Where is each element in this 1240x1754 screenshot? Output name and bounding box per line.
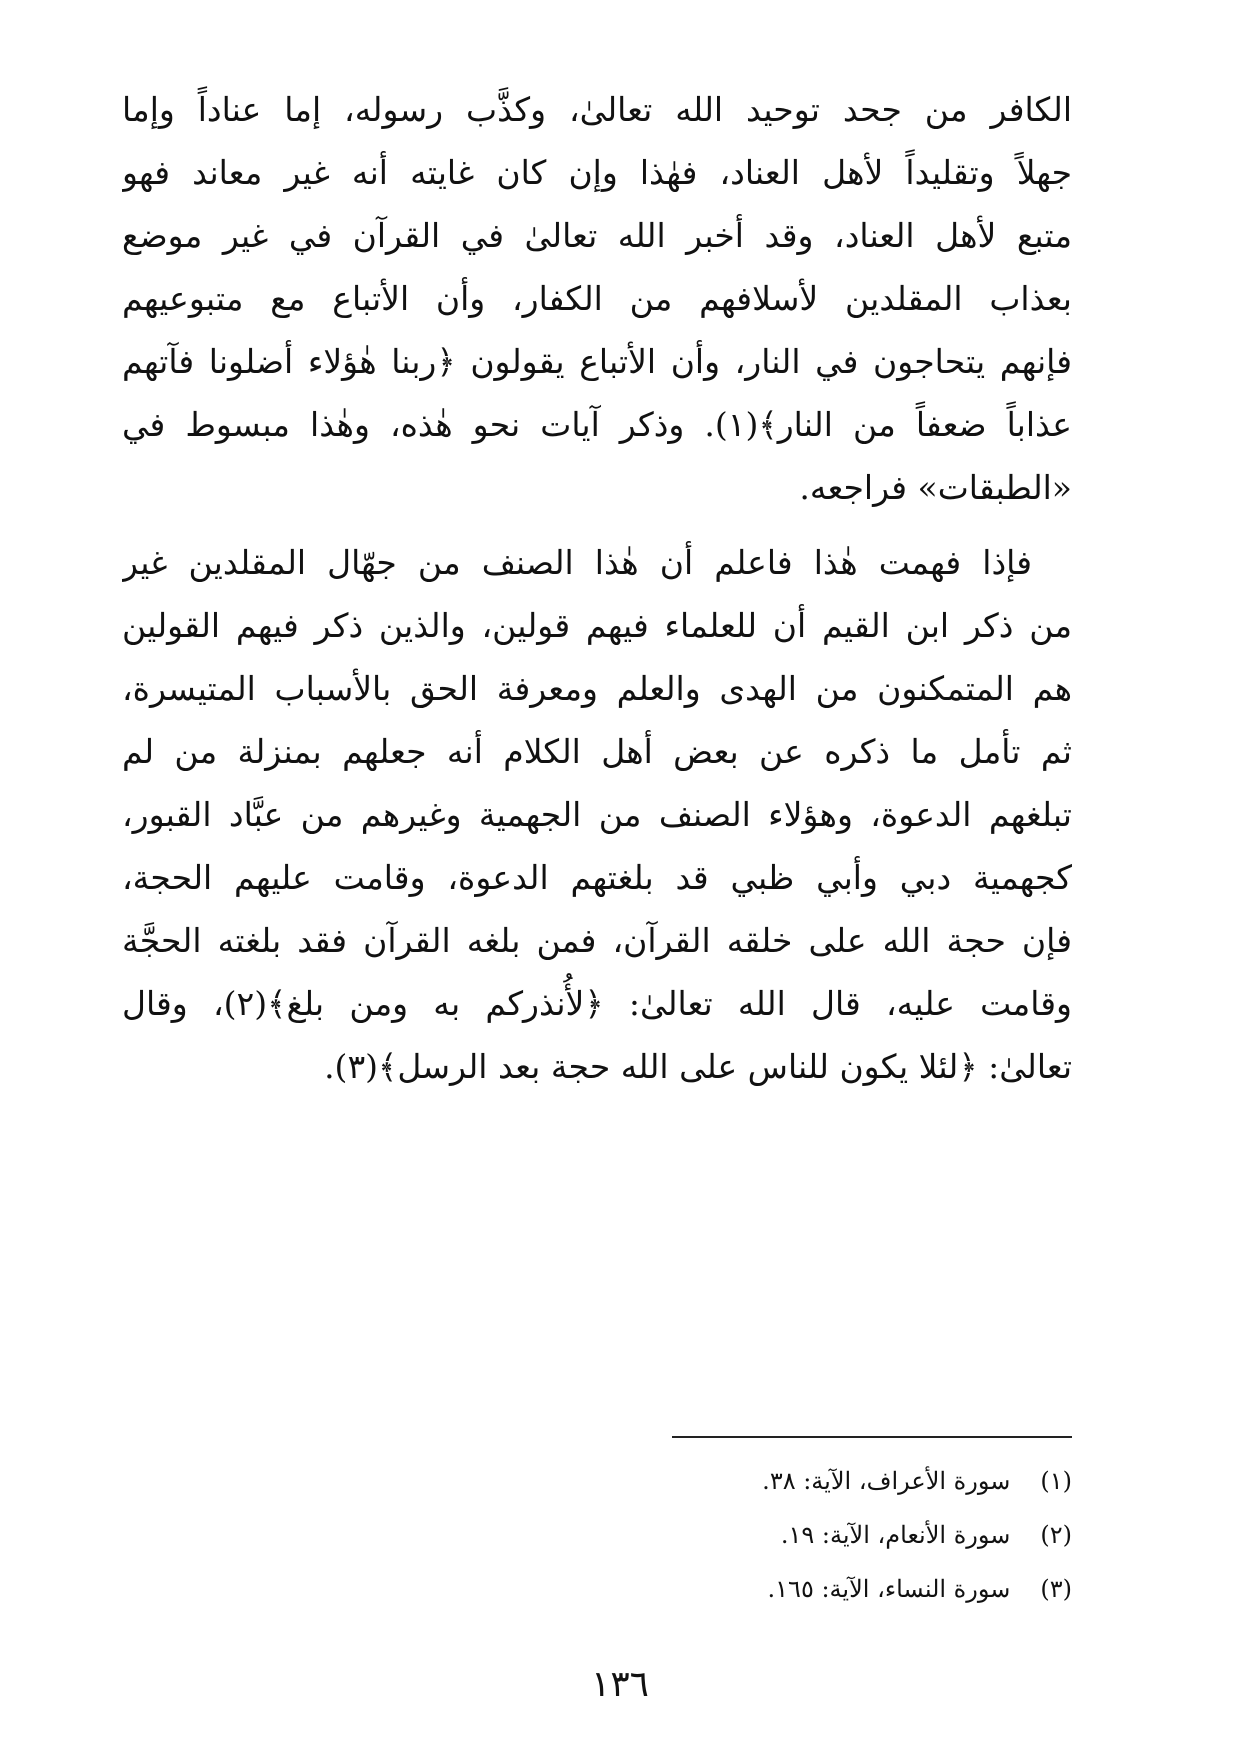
text-line: تعالىٰ: ﴿لئلا يكون للناس على الله حجة بعد الرسل﴾(٣).	[324, 1047, 1072, 1086]
paragraph-2	[122, 531, 1072, 1098]
footnote-number: (١)	[1040, 1467, 1072, 1495]
text-line: وقامت عليه، قال الله تعالىٰ: ﴿لأُنذركم به ومن بلغ﴾(٢)، وقال	[122, 984, 1072, 1023]
text-line: فإذا فهمت هٰذا فاعلم أن هٰذا الصنف من جهّال المقلدين غير	[122, 543, 1032, 582]
text-line: متبع لأهل العناد، وقد أخبر الله تعالىٰ في القرآن في غير موضع	[122, 216, 1072, 255]
footnote-number: (٢)	[1040, 1521, 1072, 1549]
text-line: عذاباً ضعفاً من النار﴾(١). وذكر آيات نحو هٰذه، وهٰذا مبسوط في	[122, 405, 1072, 444]
page-number: ١٣٦	[590, 1664, 649, 1705]
text-line: من ذكر ابن القيم أن للعلماء فيهم قولين، والذين ذكر فيهم القولين	[122, 606, 1072, 645]
footnote-item	[600, 1508, 1072, 1562]
footnote-text: سورة النساء، الآية: ١٦٥.	[767, 1575, 1011, 1603]
paragraph-1	[122, 78, 1072, 519]
footnote-text: سورة الأنعام، الآية: ١٩.	[780, 1521, 1011, 1549]
text-line: تبلغهم الدعوة، وهؤلاء الصنف من الجهمية وغيرهم من عبَّاد القبور،	[122, 795, 1072, 834]
text-line: بعذاب المقلدين لأسلافهم من الكفار، وأن الأتباع مع متبوعيهم	[122, 279, 1072, 318]
text-line: كجهمية دبي وأبي ظبي قد بلغتهم الدعوة، وقامت عليهم الحجة،	[122, 858, 1072, 897]
footnotes	[600, 1454, 1072, 1616]
main-text	[122, 78, 1072, 1098]
footnote-text: سورة الأعراف، الآية: ٣٨.	[762, 1467, 1011, 1495]
text-line: ثم تأمل ما ذكره عن بعض أهل الكلام أنه جعلهم بمنزلة من لم	[122, 732, 1072, 771]
text-line: «الطبقات» فراجعه.	[799, 468, 1072, 507]
footnote-number: (٣)	[1040, 1575, 1072, 1603]
text-line: فإنهم يتحاجون في النار، وأن الأتباع يقولون ﴿ربنا هٰؤلاء أضلونا فآتهم	[122, 342, 1072, 381]
text-line: فإن حجة الله على خلقه القرآن، فمن بلغه القرآن فقد بلغته الحجَّة	[122, 921, 1072, 960]
footnote-separator	[672, 1436, 1072, 1438]
text-line: الكافر من جحد توحيد الله تعالىٰ، وكذَّب رسوله، إما عناداً وإما	[122, 90, 1072, 129]
footnote-item	[600, 1454, 1072, 1508]
footnote-item	[600, 1562, 1072, 1616]
paragraph-gap	[122, 519, 1072, 531]
text-line: جهلاً وتقليداً لأهل العناد، فهٰذا وإن كان غايته أنه غير معاند فهو	[122, 153, 1072, 192]
text-line: هم المتمكنون من الهدى والعلم ومعرفة الحق بالأسباب المتيسرة،	[122, 669, 1072, 708]
